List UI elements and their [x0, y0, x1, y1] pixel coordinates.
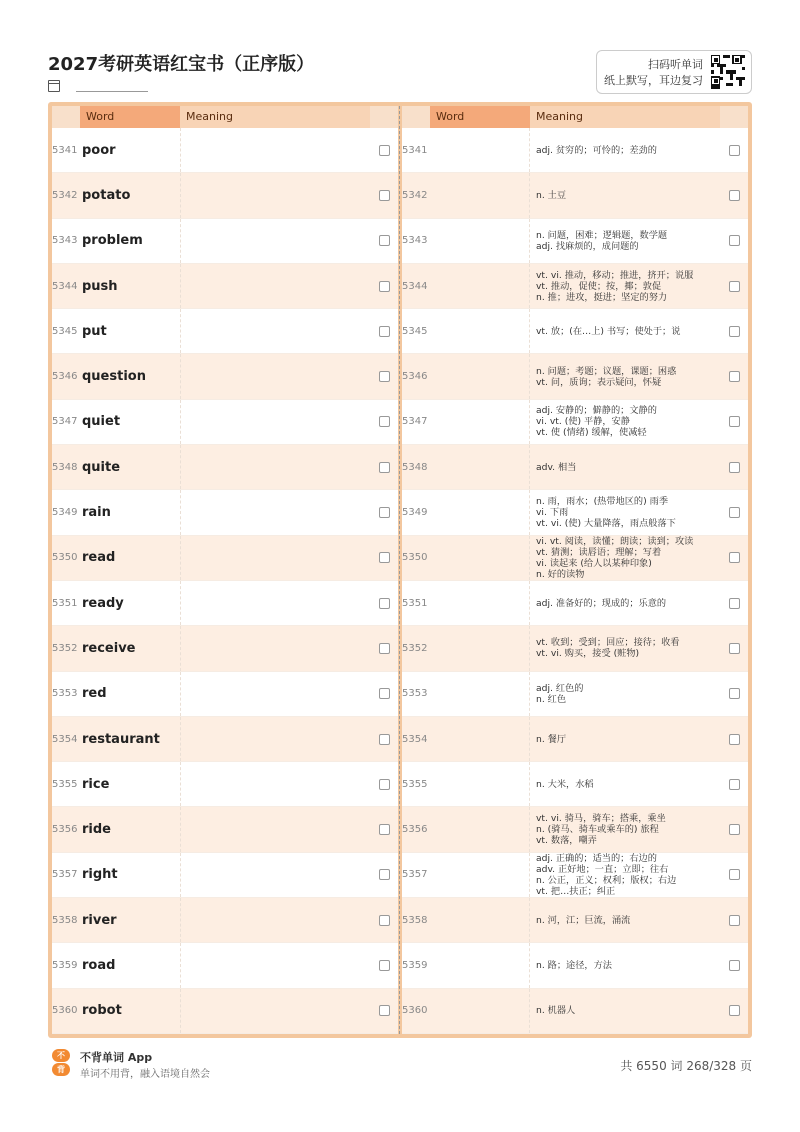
meaning-row [402, 853, 748, 898]
word-blank[interactable] [430, 128, 530, 172]
row-number: 5354 [402, 733, 428, 745]
meaning-row [402, 173, 748, 218]
meaning-blank[interactable] [180, 898, 370, 942]
word-row [52, 400, 398, 445]
word-blank[interactable] [430, 581, 530, 625]
row-number: 5352 [52, 642, 78, 654]
review-checkbox[interactable] [379, 416, 390, 427]
meaning-blank[interactable] [180, 173, 370, 217]
review-checkbox[interactable] [729, 734, 740, 745]
word-blank[interactable] [430, 989, 530, 1033]
meaning-blank[interactable] [180, 853, 370, 897]
meaning-text: vt. vi. 推动，移动；推进，挤开；说服 vt. 推动，促使；按，揶；敦促 n. 推；进攻，挺进；坚定的努力 [536, 269, 694, 303]
word-sheet [48, 102, 752, 1038]
review-checkbox[interactable] [729, 688, 740, 699]
word-text: red [82, 686, 107, 702]
row-number: 5355 [402, 778, 428, 790]
meaning-blank[interactable] [180, 717, 370, 761]
review-checkbox[interactable] [379, 507, 390, 518]
row-number: 5351 [52, 597, 78, 609]
word-row [52, 536, 398, 581]
meaning-row [402, 445, 748, 490]
word-blank[interactable] [430, 400, 530, 444]
review-checkbox[interactable] [729, 281, 740, 292]
word-row [52, 943, 398, 988]
row-number: 5348 [402, 461, 428, 473]
word-blank[interactable] [430, 626, 530, 670]
review-checkbox[interactable] [379, 281, 390, 292]
meaning-blank[interactable] [180, 807, 370, 851]
review-checkbox[interactable] [379, 552, 390, 563]
app-logo [52, 1049, 72, 1077]
word-blank[interactable] [430, 309, 530, 353]
meaning-row [402, 672, 748, 717]
meaning-blank[interactable] [180, 400, 370, 444]
review-checkbox[interactable] [729, 824, 740, 835]
row-number: 5357 [52, 869, 78, 881]
review-checkbox[interactable] [729, 1005, 740, 1016]
word-blank[interactable] [430, 354, 530, 398]
qr-line-1: 扫码听单词 [648, 58, 703, 71]
meaning-text: adj. 准备好的；现成的；乐意的 [536, 597, 667, 609]
review-checkbox[interactable] [379, 145, 390, 156]
meaning-text: vt. 放；(在…上) 书写；使处于；说 [536, 325, 681, 337]
word-text: problem [82, 233, 143, 249]
row-number: 5358 [52, 914, 78, 926]
word-header: Word [80, 106, 180, 128]
word-text: robot [82, 1003, 122, 1019]
meaning-text: n. 大米，水稻 [536, 778, 594, 790]
meaning-blank[interactable] [180, 626, 370, 670]
word-blank[interactable] [430, 490, 530, 534]
word-header-right: Word [430, 106, 530, 128]
word-blank[interactable] [430, 898, 530, 942]
word-blank[interactable] [430, 717, 530, 761]
word-text: rain [82, 505, 111, 521]
row-number: 5353 [402, 688, 428, 700]
review-checkbox[interactable] [379, 598, 390, 609]
review-checkbox[interactable] [379, 734, 390, 745]
word-text: question [82, 369, 146, 385]
meaning-text: vt. 收到；受到；回应；接待；收看 vt. vi. 购买，接受 (赃物) [536, 637, 680, 660]
review-checkbox[interactable] [729, 598, 740, 609]
review-checkbox[interactable] [729, 462, 740, 473]
meaning-text: adv. 相当 [536, 461, 577, 473]
word-column [52, 106, 398, 1034]
word-text: put [82, 323, 107, 339]
meaning-blank[interactable] [180, 264, 370, 308]
row-number: 5347 [402, 416, 428, 428]
row-number: 5343 [52, 235, 78, 247]
meaning-blank[interactable] [180, 581, 370, 625]
logo-top: 不 [52, 1049, 70, 1062]
meaning-text: vt. vi. 骑马，骑车；搭乘，乘坐 n. (骑马、骑车或乘车的) 旅程 vt. 数落，嘲弄 [536, 813, 666, 847]
page-title: 2027考研英语红宝书（正序版） [48, 54, 315, 75]
word-row [52, 309, 398, 354]
word-blank[interactable] [430, 219, 530, 263]
qr-code-icon[interactable] [711, 55, 745, 89]
word-row [52, 354, 398, 399]
review-checkbox[interactable] [729, 371, 740, 382]
meaning-column [402, 106, 748, 1034]
review-checkbox[interactable] [729, 145, 740, 156]
meaning-row [402, 989, 748, 1034]
word-blank[interactable] [430, 853, 530, 897]
word-blank[interactable] [430, 536, 530, 580]
review-checkbox[interactable] [729, 915, 740, 926]
app-name: 不背单词 App [80, 1051, 153, 1064]
meaning-blank[interactable] [180, 445, 370, 489]
row-number: 5355 [52, 778, 78, 790]
row-number: 5344 [52, 280, 78, 292]
row-number: 5360 [402, 1005, 428, 1017]
meaning-text: adj. 正确的；适当的；右边的 adv. 正好地；一直；立即；往右 n. 公正，正义；权利；版权；右边 vt. 把…扶正；纠正 [536, 852, 677, 897]
word-row [52, 626, 398, 671]
meaning-blank[interactable] [180, 762, 370, 806]
meaning-row [402, 219, 748, 264]
meaning-row [402, 762, 748, 807]
word-text: poor [82, 142, 116, 158]
meaning-row [402, 717, 748, 762]
meaning-row [402, 400, 748, 445]
meaning-column-header [402, 106, 748, 128]
review-checkbox[interactable] [379, 190, 390, 201]
word-row [52, 219, 398, 264]
word-text: push [82, 278, 118, 294]
word-blank[interactable] [430, 943, 530, 987]
meaning-row [402, 309, 748, 354]
meaning-row [402, 581, 748, 626]
row-number: 5351 [402, 597, 428, 609]
review-checkbox[interactable] [379, 371, 390, 382]
review-checkbox[interactable] [729, 416, 740, 427]
meaning-row [402, 626, 748, 671]
row-number: 5359 [402, 959, 428, 971]
review-checkbox[interactable] [379, 462, 390, 473]
word-row [52, 490, 398, 535]
review-checkbox[interactable] [729, 643, 740, 654]
meaning-blank[interactable] [180, 219, 370, 263]
meaning-blank[interactable] [180, 672, 370, 716]
word-row [52, 762, 398, 807]
word-row [52, 581, 398, 626]
word-text: right [82, 867, 118, 883]
word-blank[interactable] [430, 762, 530, 806]
word-text: quiet [82, 414, 121, 430]
meaning-blank[interactable] [180, 989, 370, 1033]
qr-panel[interactable] [596, 50, 752, 94]
qr-line-2: 纸上默写，耳边复习 [604, 74, 703, 87]
word-column-header [52, 106, 398, 128]
word-text: receive [82, 640, 136, 656]
review-checkbox[interactable] [379, 326, 390, 337]
meaning-row [402, 898, 748, 943]
row-number: 5345 [52, 325, 78, 337]
fold-divider [399, 106, 400, 1034]
word-row [52, 807, 398, 852]
word-row [52, 672, 398, 717]
review-checkbox[interactable] [379, 960, 390, 971]
word-row [52, 898, 398, 943]
meaning-text: n. 餐厅 [536, 733, 567, 745]
meaning-text: n. 机器人 [536, 1005, 576, 1017]
meaning-text: n. 雨，雨水；(热带地区的) 雨季 vi. 下雨 vt. vi. (使) 大量降落，雨点般落下 [536, 496, 676, 530]
meaning-text: adj. 红色的 n. 红色 [536, 682, 584, 705]
review-checkbox[interactable] [379, 779, 390, 790]
meaning-header: Meaning [180, 106, 370, 128]
meaning-row [402, 943, 748, 988]
meaning-text: n. 路；途径，方法 [536, 959, 612, 971]
word-blank[interactable] [430, 672, 530, 716]
row-number: 5346 [402, 371, 428, 383]
word-text: quite [82, 459, 121, 475]
word-blank[interactable] [430, 264, 530, 308]
word-text: read [82, 550, 116, 566]
review-checkbox[interactable] [379, 643, 390, 654]
app-slogan: 单词不用背，融入语境自然会 [80, 1069, 210, 1080]
review-checkbox[interactable] [379, 1005, 390, 1016]
word-blank[interactable] [430, 445, 530, 489]
review-checkbox[interactable] [729, 190, 740, 201]
row-number: 5352 [402, 642, 428, 654]
review-checkbox[interactable] [379, 235, 390, 246]
meaning-text: adj. 安静的；僻静的；文静的 vi. vt. (使) 平静，安静 vt. 使 (情绪) 缓解，使减轻 [536, 405, 657, 439]
review-checkbox[interactable] [729, 235, 740, 246]
row-number: 5350 [402, 552, 428, 564]
word-text: road [82, 957, 116, 973]
logo-bottom: 背 [52, 1063, 70, 1076]
word-blank[interactable] [430, 173, 530, 217]
meaning-blank[interactable] [180, 536, 370, 580]
meaning-text: vi. vt. 阅读，读懂；朗读；读到；攻读 vt. 猜测；读唇语；理解；写着 vi. 读起来 (给人以某种印象) n. 好的读物 [536, 535, 694, 580]
meaning-header-right: Meaning [530, 106, 720, 128]
meaning-blank[interactable] [180, 309, 370, 353]
word-row [52, 717, 398, 762]
meaning-row [402, 264, 748, 309]
meaning-text: n. 河，江；巨流，涌流 [536, 914, 631, 926]
row-number: 5348 [52, 461, 78, 473]
review-checkbox[interactable] [379, 915, 390, 926]
row-number: 5344 [402, 280, 428, 292]
word-text: rice [82, 776, 110, 792]
word-text: potato [82, 187, 131, 203]
row-number: 5349 [402, 507, 428, 519]
meaning-text: n. 土豆 [536, 189, 567, 201]
word-row [52, 853, 398, 898]
meaning-row [402, 536, 748, 581]
review-checkbox[interactable] [729, 960, 740, 971]
row-number: 5347 [52, 416, 78, 428]
word-blank[interactable] [430, 807, 530, 851]
row-number: 5341 [402, 144, 428, 156]
word-row [52, 173, 398, 218]
row-number: 5350 [52, 552, 78, 564]
meaning-blank[interactable] [180, 943, 370, 987]
row-number: 5346 [52, 371, 78, 383]
meaning-row [402, 128, 748, 173]
row-number: 5342 [402, 189, 428, 201]
row-number: 5357 [402, 869, 428, 881]
row-number: 5341 [52, 144, 78, 156]
word-row [52, 128, 398, 173]
row-number: 5349 [52, 507, 78, 519]
calendar-icon [48, 80, 60, 92]
review-checkbox[interactable] [729, 869, 740, 880]
row-number: 5354 [52, 733, 78, 745]
review-checkbox[interactable] [729, 326, 740, 337]
review-checkbox[interactable] [379, 869, 390, 880]
review-checkbox[interactable] [379, 688, 390, 699]
review-checkbox[interactable] [729, 552, 740, 563]
row-number: 5358 [402, 914, 428, 926]
row-number: 5359 [52, 959, 78, 971]
review-checkbox[interactable] [379, 824, 390, 835]
meaning-row [402, 490, 748, 535]
meaning-row [402, 807, 748, 852]
meaning-text: n. 问题；考题；议题，课题；困惑 vt. 问，质询；表示疑问，怀疑 [536, 365, 677, 388]
date-field-line [76, 81, 148, 92]
meaning-blank[interactable] [180, 128, 370, 172]
meaning-text: n. 问题，困难；逻辑题，数学题 adj. 找麻烦的，成问题的 [536, 229, 668, 252]
meaning-blank[interactable] [180, 354, 370, 398]
review-checkbox[interactable] [729, 507, 740, 518]
review-checkbox[interactable] [729, 779, 740, 790]
word-text: ready [82, 595, 124, 611]
word-text: ride [82, 822, 111, 838]
word-text: restaurant [82, 731, 160, 747]
row-number: 5360 [52, 1005, 78, 1017]
word-text: river [82, 912, 117, 928]
row-number: 5353 [52, 688, 78, 700]
page-info: 共 6550 词 268/328 页 [620, 1059, 752, 1073]
word-row [52, 264, 398, 309]
meaning-blank[interactable] [180, 490, 370, 534]
date-row [48, 80, 148, 92]
word-row [52, 989, 398, 1034]
row-number: 5343 [402, 235, 428, 247]
row-number: 5345 [402, 325, 428, 337]
meaning-text: adj. 贫穷的；可怜的；差劲的 [536, 144, 657, 156]
row-number: 5356 [402, 824, 428, 836]
word-row [52, 445, 398, 490]
row-number: 5342 [52, 189, 78, 201]
meaning-row [402, 354, 748, 399]
row-number: 5356 [52, 824, 78, 836]
